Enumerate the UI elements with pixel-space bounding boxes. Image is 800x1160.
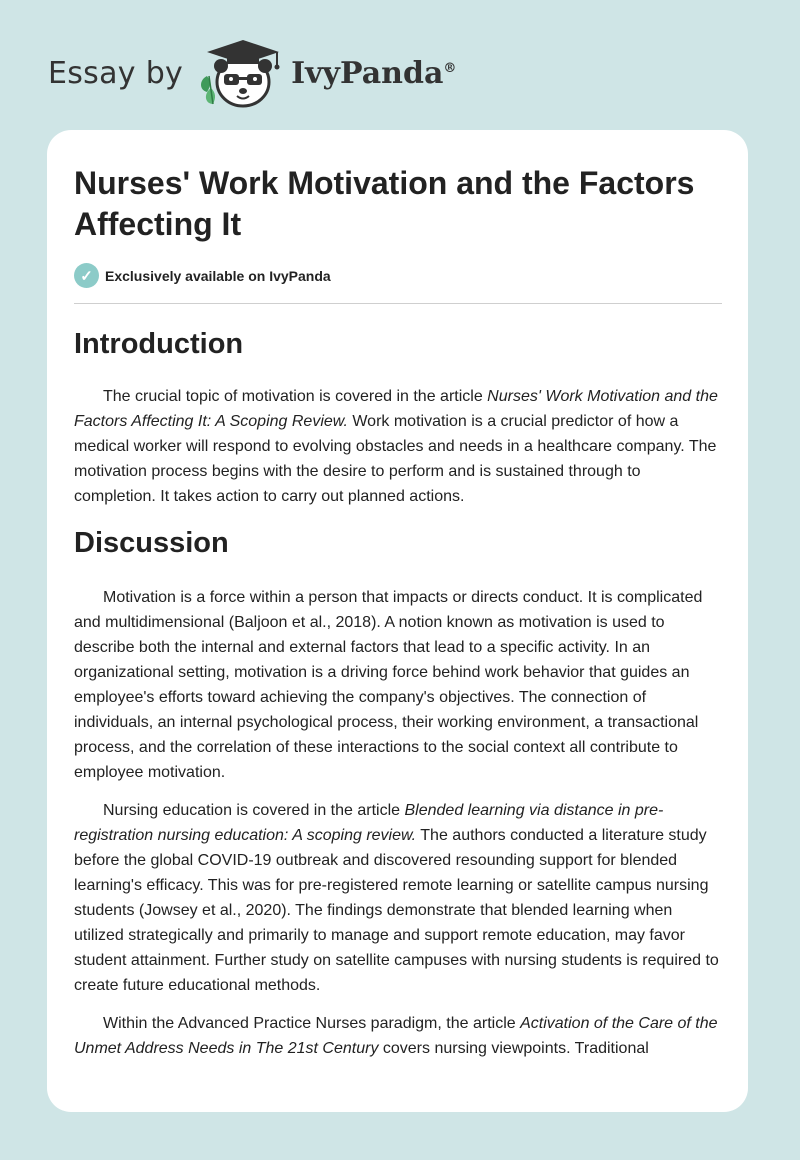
paragraph [74,384,726,509]
article-body [74,324,726,1074]
paragraph-text: The crucial topic of motivation is covered in the article [103,388,488,405]
brand-prefix: Essay by [48,55,184,91]
paragraph-text: Work motivation is a crucial predictor of how a medical worker will respond to evolving obstacles and needs in a healthcare company. The motivation process begins with the desire to perform and is sustained through to completion. It takes action to carry out planned actions. [74,413,717,505]
article-title: Nurses' Work Motivation and the Factors Affecting It [74,165,695,242]
ivypanda-logo-icon[interactable] [197,36,289,110]
cited-title: Blended learning via distance in pre-registration nursing education: A scoping review. [74,802,664,844]
section-heading-discussion: Discussion [74,527,229,559]
brand-name: IvyPanda® [291,55,457,91]
paragraph-text: covers nursing viewpoints. Traditional [378,1040,649,1057]
section-heading-introduction: Introduction [74,328,244,360]
check-circle-icon: ✓ [74,263,99,288]
paragraph-text: Nursing education is covered in the article [103,802,405,819]
cited-title: Nurses' Work Motivation and the Factors Affecting It: A Scoping Review. [74,388,718,430]
exclusive-badge [74,263,331,288]
cited-title: Activation of the Care of the Unmet Address Needs in The 21st Century [74,1015,718,1057]
paragraph [74,585,726,785]
divider [74,303,722,304]
badge-text: Exclusively available on IvyPanda [105,267,331,284]
site-header [48,36,456,110]
paragraph-text: Motivation is a force within a person that impacts or directs conduct. It is complicated and multidimensional (Baljoon et al., 2018). A notion known as motivation is used to describe both the internal and external factors that lead to a specific activity. In an organizational setting, motivation is a driving force behind work behavior that guides an employee's efforts toward achieving the company's objectives. The connection of individuals, an internal psychological process, their working environment, a transactional process, and the correlation of these interactions to the social context all contribute to employee motivation. [74,589,703,781]
paragraph-text: The authors conducted a literature study before the global COVID-19 outbreak and discovered resounding support for blended learning's efficacy. This was for pre-registered remote learning or satellite campus nursing students (Jowsey et al., 2020). The findings demonstrate that blended learning when utilized strategically and primarily to manage and support remote education, may favor student attainment. Further study on satellite campuses with nursing students is required to create future educational methods. [74,827,719,994]
paragraph-text: Within the Advanced Practice Nurses paradigm, the article [103,1015,521,1032]
registered-mark: ® [443,60,457,76]
article-card [47,130,748,1112]
paragraph [74,798,726,998]
paragraph [74,1011,726,1061]
